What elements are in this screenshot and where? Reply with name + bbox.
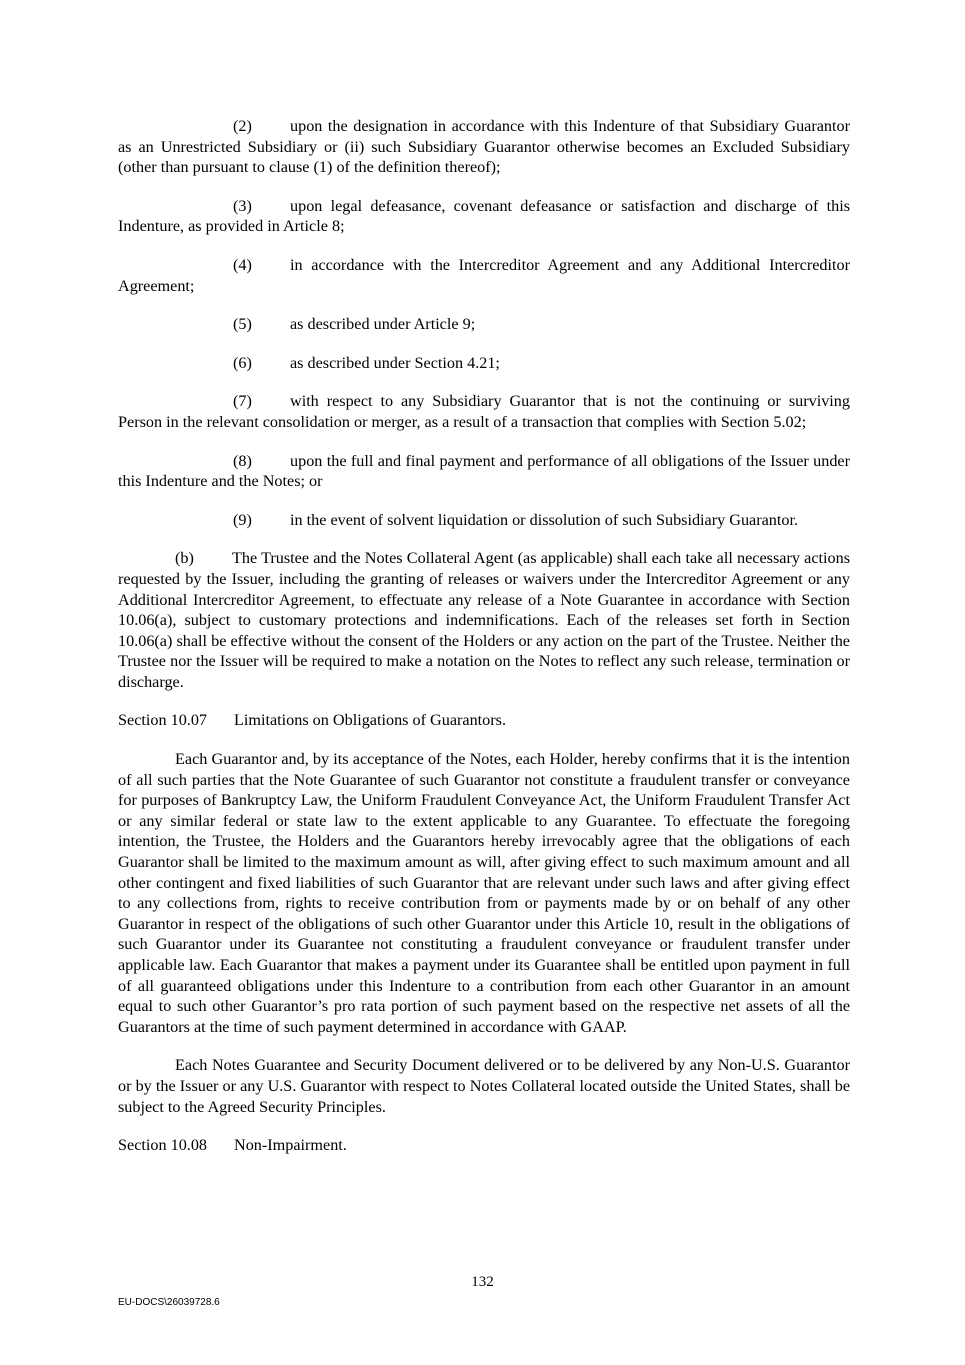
paragraph-b: [118, 548, 850, 692]
clause-number: (9): [233, 510, 252, 529]
section-title: Non-Impairment.: [234, 1136, 347, 1155]
document-id: EU-DOCS\26039728.6: [118, 1297, 220, 1308]
clause-6: [118, 353, 850, 374]
document-page: [118, 116, 850, 1174]
section-number: Section 10.08: [118, 1136, 208, 1155]
section-10-07-paragraph-1: Each Guarantor and, by its acceptance of the Notes, each Holder, hereby confirms that it is the intention of all such parties that the Note Guarantee of such Guarantor not constitute a fraudulent transfer or conveyance for purposes of Bankruptcy Law, the Uniform Fraudulent Conveyance Act, the Uniform Fraudulent Transfer Act or any similar federal or state law to the extent applicable to any Guarantee. To effectuate the foregoing intention, the Trustee, the Holders and the Guarantors hereby irrevocably agree that the obligations of each Guarantor shall be limited to the maximum amount as will, after giving effect to such maximum amount and all other contingent and fixed liabilities of such Guarantor that are relevant under such laws and after giving effect to any collections from, rights to receive contribution from or payments made by or on behalf of any other Guarantor in respect of the obligations of such other Guarantor under this Article 10, result in the obligations of such Guarantor under its Guarantee not constituting a fraudulent conveyance or fraudulent transfer under applicable law. Each Guarantor that makes a payment under its Guarantee shall be entitled upon payment in full of all guaranteed obligations under this Indenture to a contribution from each other Guarantor in an amount equal to such other Guarantor’s pro rata portion of such payment based on the respective net assets of all the Guarantors at the time of such payment determined in accordance with GAAP.: [118, 750, 850, 1036]
clause-number: (6): [233, 353, 252, 372]
clause-text: in accordance with the Intercreditor Agreement and any Additional Intercreditor Agreement;: [118, 255, 850, 295]
clause-number: (5): [233, 315, 252, 334]
paragraph-number: (b): [175, 549, 194, 568]
section-number: Section 10.07: [118, 711, 208, 730]
clause-4: [118, 255, 850, 296]
clause-9: [118, 510, 850, 531]
section-heading-10-07: [118, 710, 850, 731]
clause-2: [118, 116, 850, 178]
clause-5: [118, 314, 850, 335]
section-title: Limitations on Obligations of Guarantors.: [234, 711, 507, 730]
paragraph-text: The Trustee and the Notes Collateral Agent (as applicable) shall each take all necessary actions requested by the Issuer, including the granting of releases or waivers under the Intercreditor Agreement or any Additional Intercreditor Agreement, to effectuate any release of a Note Guarantee in accordance with Section 10.06(a), subject to customary protections and indemnifications. Each of the releases set forth in Section 10.06(a) shall be effective without the consent of the Holders or any action on the part of the Trustee. Neither the Trustee nor the Issuer will be required to make a notation on the Notes to reflect any such release, termination or discharge.: [118, 549, 850, 691]
clause-text: as described under Section 4.21;: [290, 353, 500, 372]
clause-number: (8): [233, 451, 252, 470]
clause-number: (3): [233, 196, 252, 215]
clause-text: as described under Article 9;: [290, 315, 476, 334]
clause-8: [118, 451, 850, 492]
clause-text: upon the full and final payment and performance of all obligations of the Issuer under this Indenture and the Notes; or: [118, 451, 850, 491]
clause-text: in the event of solvent liquidation or dissolution of such Subsidiary Guarantor.: [290, 510, 799, 529]
clause-number: (4): [233, 255, 252, 274]
clause-7: [118, 391, 850, 432]
clause-text: with respect to any Subsidiary Guarantor that is not the continuing or surviving Person in the relevant consolidation or merger, as a result of a transaction that complies with Section 5.02;: [118, 392, 850, 431]
clause-text: upon legal defeasance, covenant defeasance or satisfaction and discharge of this Indenture, as provided in Article 8;: [118, 196, 850, 236]
clause-number: (7): [233, 392, 252, 411]
clause-3: [118, 196, 850, 237]
clause-text: upon the designation in accordance with this Indenture of that Subsidiary Guarantor as an Unrestricted Subsidiary or (ii) such Subsidiary Guarantor otherwise becomes an Excluded Subsidiary (other than pursuant to clause (1) of the definition thereof);: [118, 117, 850, 177]
section-10-07-paragraph-2: Each Notes Guarantee and Security Document delivered or to be delivered by any Non-U.S. Guarantor or by the Issuer or any U.S. Guarantor with respect to Notes Collateral located outside the United States, shall be subject to the Agreed Security Principles.: [118, 1056, 850, 1116]
clause-number: (2): [233, 117, 252, 135]
section-heading-10-08: [118, 1135, 850, 1156]
page-number: 132: [471, 1274, 494, 1290]
